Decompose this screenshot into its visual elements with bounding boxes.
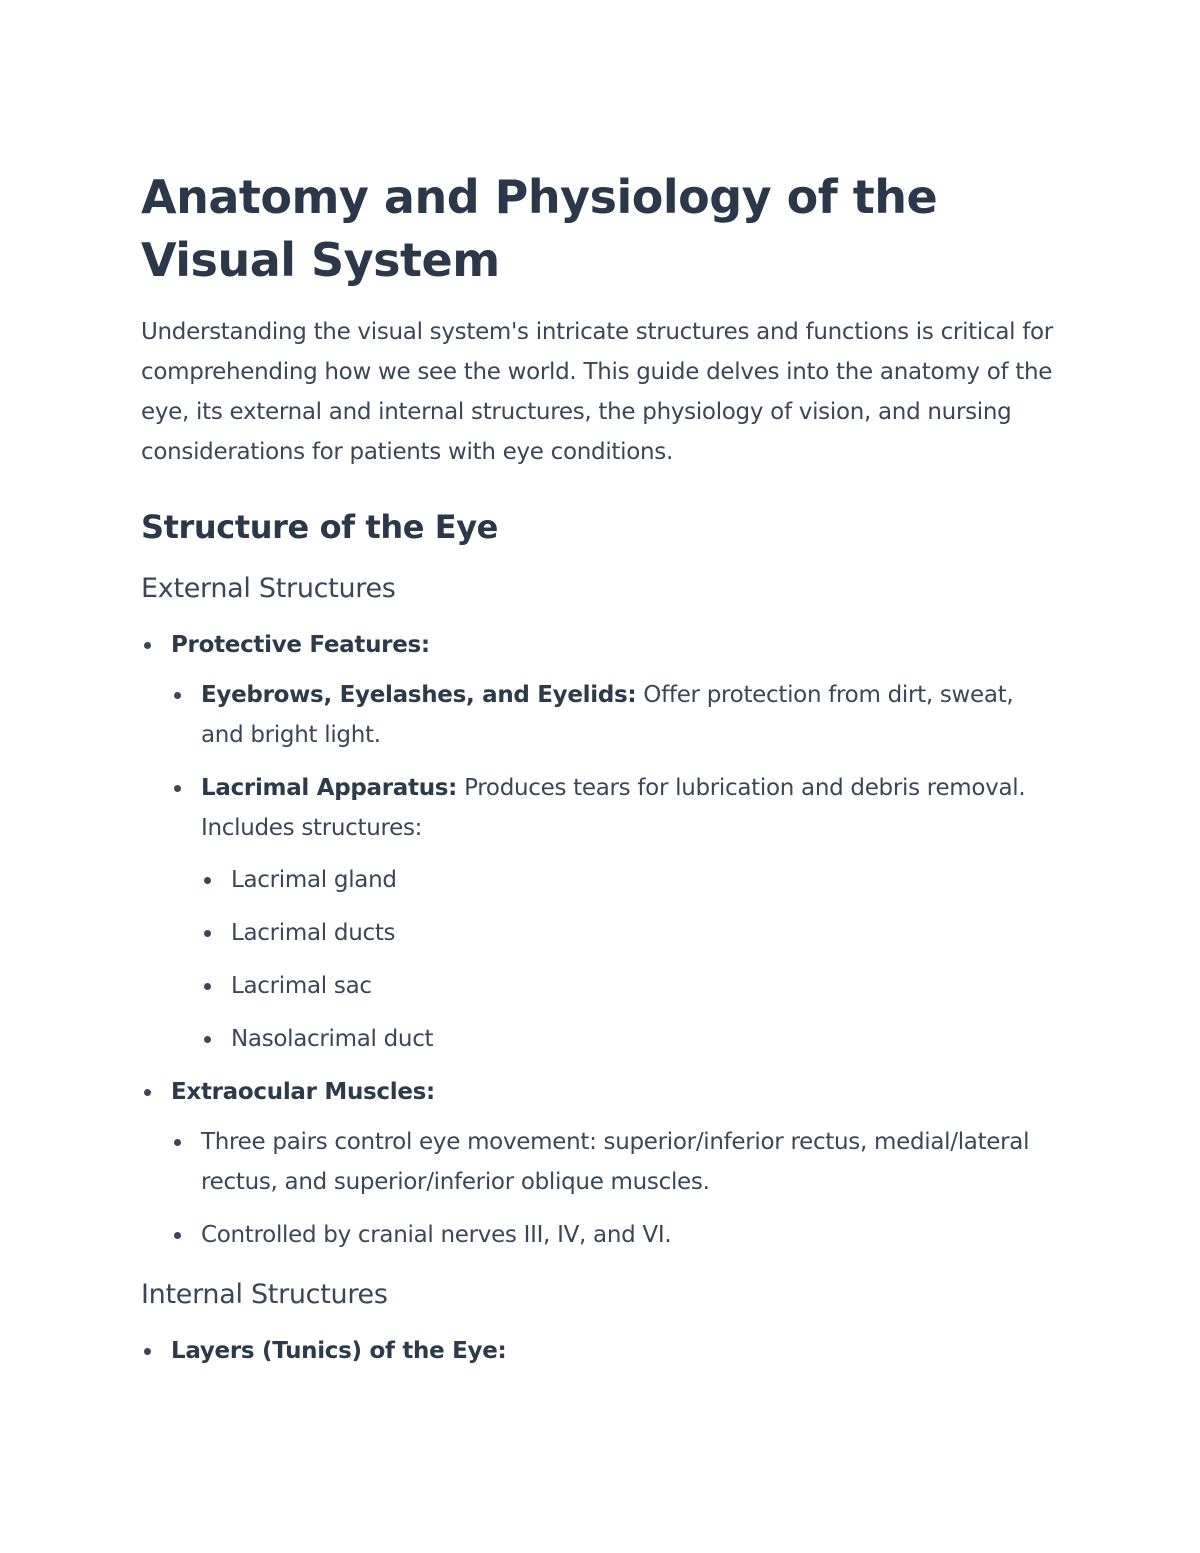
eyebrows-text: Offer protection from dirt, sweat, and bright light. <box>201 682 1014 748</box>
layers-label: Layers (Tunics) of the Eye: <box>171 1338 507 1364</box>
protective-features-sublist <box>171 675 1056 1059</box>
list-item: Three pairs control eye movement: superior/inferior rectus, medial/lateral rectus, and superior/inferior oblique muscles. <box>171 1122 1056 1202</box>
list-item: Controlled by cranial nerves III, IV, and VI. <box>171 1215 1056 1255</box>
page-title: Anatomy and Physiology of the Visual System <box>141 170 938 287</box>
subheading-internal-structures: Internal Structures <box>141 1279 388 1310</box>
list-item-lacrimal-apparatus <box>171 768 1056 1059</box>
extraocular-sublist <box>171 1122 1056 1255</box>
list-item: Lacrimal ducts <box>201 913 1056 953</box>
list-item: Nasolacrimal duct <box>201 1019 1056 1059</box>
list-item: Lacrimal sac <box>201 966 1056 1006</box>
list-item-extraocular-muscles <box>141 1072 1056 1255</box>
eyebrows-label: Eyebrows, Eyelashes, and Eyelids: <box>201 682 637 708</box>
protective-features-label: Protective Features: <box>171 632 430 658</box>
list-item: Lacrimal gland <box>201 860 1056 900</box>
internal-structures-list <box>141 1331 1056 1371</box>
section-heading-structure: Structure of the Eye <box>141 508 498 546</box>
subheading-external-structures: External Structures <box>141 573 396 604</box>
extraocular-label: Extraocular Muscles: <box>171 1079 435 1105</box>
lacrimal-label: Lacrimal Apparatus: <box>201 775 458 801</box>
document-page <box>141 166 1056 1371</box>
lacrimal-structures-list <box>201 860 1056 1059</box>
list-item-eyebrows <box>171 675 1056 755</box>
intro-paragraph: Understanding the visual system's intricate structures and functions is critical for comprehending how we see the world. This guide delves into the anatomy of the eye, its external and internal structures, the physiology of vision, and nursing considerations for patients with eye conditions. <box>141 319 1053 465</box>
list-item-layers <box>141 1331 1056 1371</box>
list-item-protective-features <box>141 625 1056 1059</box>
lacrimal-text: Produces tears for lubrication and debris removal. Includes structures: <box>201 775 1026 841</box>
external-structures-list <box>141 625 1056 1255</box>
